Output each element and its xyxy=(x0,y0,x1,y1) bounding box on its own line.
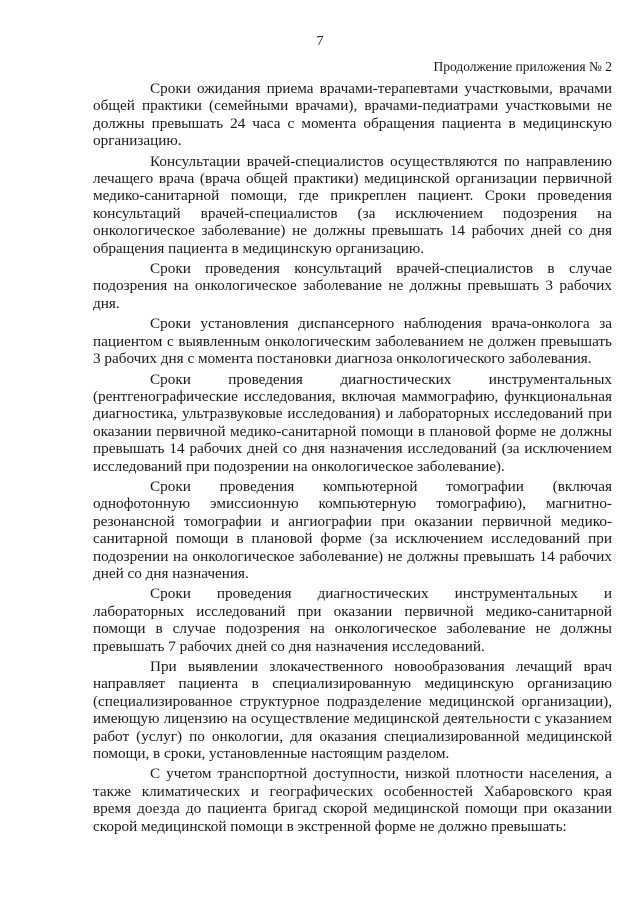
paragraph-oncologist-dispensary: Сроки установления диспансерного наблюдения врача-онколога за пациентом с выявленным онкологическим заболеванием не должен превышать 3 рабочих дня с момента постановки диагноза онкологического заболевания. xyxy=(93,315,612,368)
paragraph-oncology-suspicion-consultations: Сроки проведения консультаций врачей-специалистов в случае подозрения на онкологическое заболевание не должны превышать 3 рабочих дня. xyxy=(93,260,612,312)
paragraph-tomography: Сроки проведения компьютерной томографии (включая однофотонную эмиссионную компьютерную томографию), магнитно-резонансной томографии и ангиографии при оказании первичной медико-санитарной помощи в плановой форме (за исключением исследований при подозрении на онкологическое заболевание) не должны превышать 14 рабочих дней со дня назначения. xyxy=(93,477,612,582)
paragraph-ambulance-arrival: С учетом транспортной доступности, низкой плотности населения, а также климатических и географических особенностей Хабаровского края время доезда до пациента бригад скорой медицинской помощи при оказании скорой медицинской помощи в экстренной форме не должно превышать: xyxy=(93,765,612,835)
document-body xyxy=(93,80,612,835)
paragraph-oncology-diagnostics: Сроки проведения диагностических инструментальных и лабораторных исследований при оказании первичной медико-санитарной помощи в случае подозрения на онкологическое заболевание не должны превышать 7 рабочих дней со дня назначения исследований. xyxy=(93,585,612,655)
page-number: 7 xyxy=(316,34,324,49)
paragraph-diagnostic-instrumental: Сроки проведения диагностических инструментальных (рентгенографические исследования, включая маммографию, функциональная диагностика, ультразвуковые исследования) и лабораторных исследований при оказании первичной медико-санитарной помощи в плановой форме не должны превышать 14 рабочих дней со дня назначения исследований (за исключением исследований при подозрении на онкологическое заболевание). xyxy=(93,370,612,475)
paragraph-specialist-consultations: Консультации врачей-специалистов осуществляются по направлению лечащего врача (врача общей практики) медицинской организации первичной медико-санитарной помощи, где прикреплен пациент. Сроки проведения консультаций врачей-специалистов (за исключением подозрения на онкологическое заболевание) не должны превышать 14 рабочих дней со дня обращения пациента в медицинскую организацию. xyxy=(93,152,612,257)
paragraph-malignancy-referral: При выявлении злокачественного новообразования лечащий врач направляет пациента в специализированную медицинскую организацию (специализированное структурное подразделение медицинской организации), имеющую лицензию на осуществление медицинской деятельности с указанием работ (услуг) по онкологии, для оказания специализированной медицинской помощи, в сроки, установленные настоящим разделом. xyxy=(93,658,612,763)
paragraph-therapist-wait: Сроки ожидания приема врачами-терапевтами участковыми, врачами общей практики (семейными врачами), врачами-педиатрами участковыми не должны превышать 24 часа с момента обращения пациента в медицинскую организацию. xyxy=(93,80,612,150)
appendix-continuation-note: Продолжение приложения № 2 xyxy=(433,59,612,74)
